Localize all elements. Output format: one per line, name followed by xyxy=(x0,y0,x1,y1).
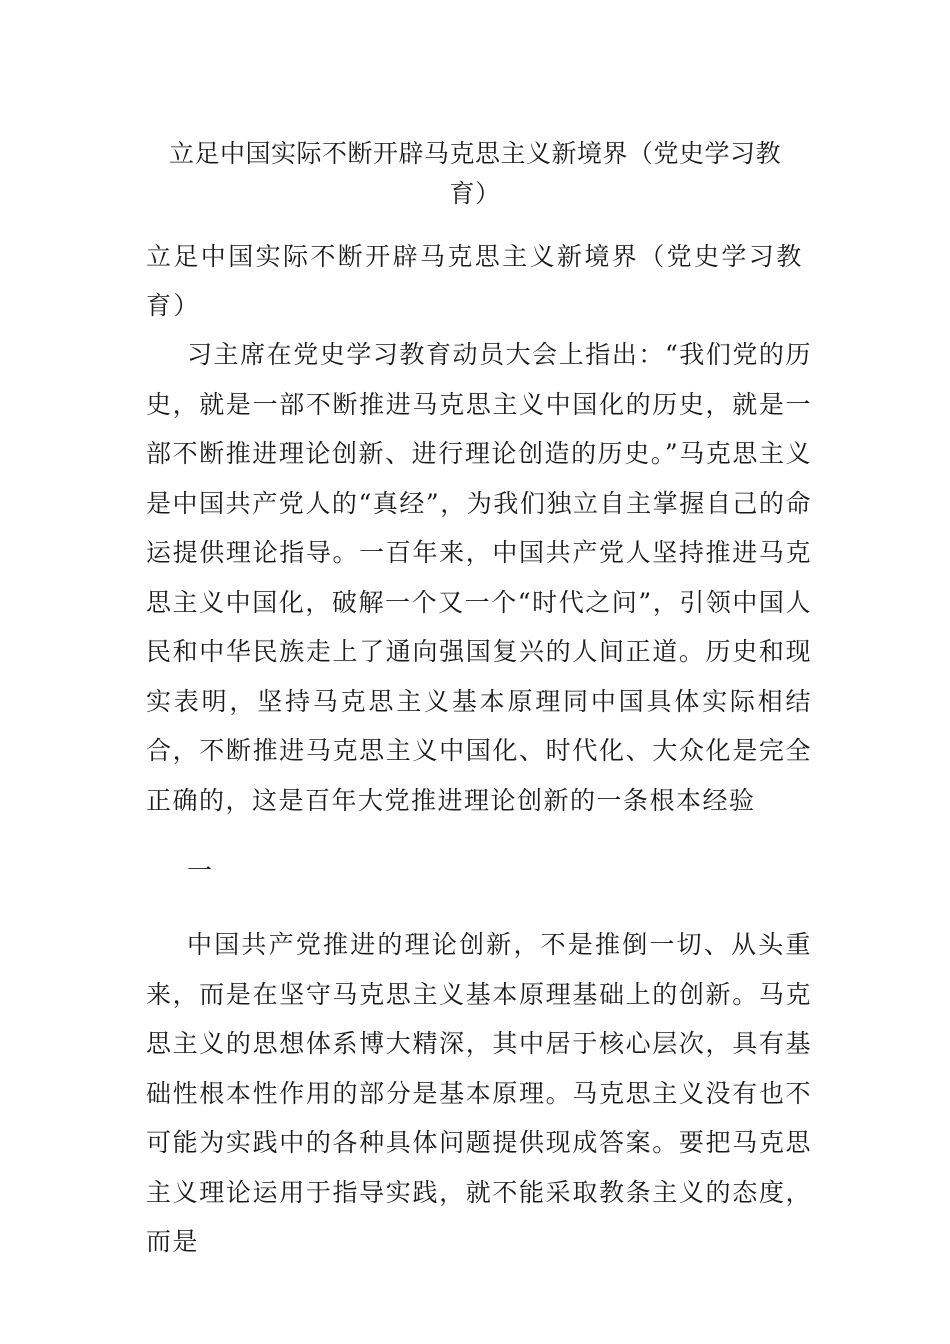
title-line-2: 育） xyxy=(449,179,501,208)
document-subtitle: 立足中国实际不断开辟马克思主义新境界（党史学习教育） xyxy=(146,242,804,320)
section-marker: 一 xyxy=(187,856,213,885)
paragraph-2: 中国共产党推进的理论创新，不是推倒一切、从头重来，而是在坚守马克思主义基本原理基础上的创新。马克思主义的思想体系博大精深，其中居于核心层次，具有基础性根本性作用的部分是基本原理。马克思主义没有也不可能为实践中的各种具体问题提供现成答案。要把马克思主义理论运用于指导实践，就不能采取教条主义的态度，而是 xyxy=(146,930,812,1256)
paragraph-1: 习主席在党史学习教育动员大会上指出：“我们党的历史，就是一部不断推进马克思主义中国化的历史，就是一部不断推进理论创新、进行理论创造的历史。”马克思主义是中国共产党人的“真经”，为我们独立自主掌握自己的命运提供理论指导。一百年来，中国共产党人坚持推进马克思主义中国化，破解一个又一个“时代之问”，引领中国人民和中华民族走上了通向强国复兴的人间正道。历史和现实表明，坚持马克思主义基本原理同中国具体实际相结合，不断推进马克思主义中国化、时代化、大众化是完全正确的，这是百年大党推进理论创新的一条根本经验 xyxy=(146,340,812,815)
document-title xyxy=(150,134,800,214)
title-line-1: 立足中国实际不断开辟马克思主义新境界（党史学习教 xyxy=(168,139,781,168)
